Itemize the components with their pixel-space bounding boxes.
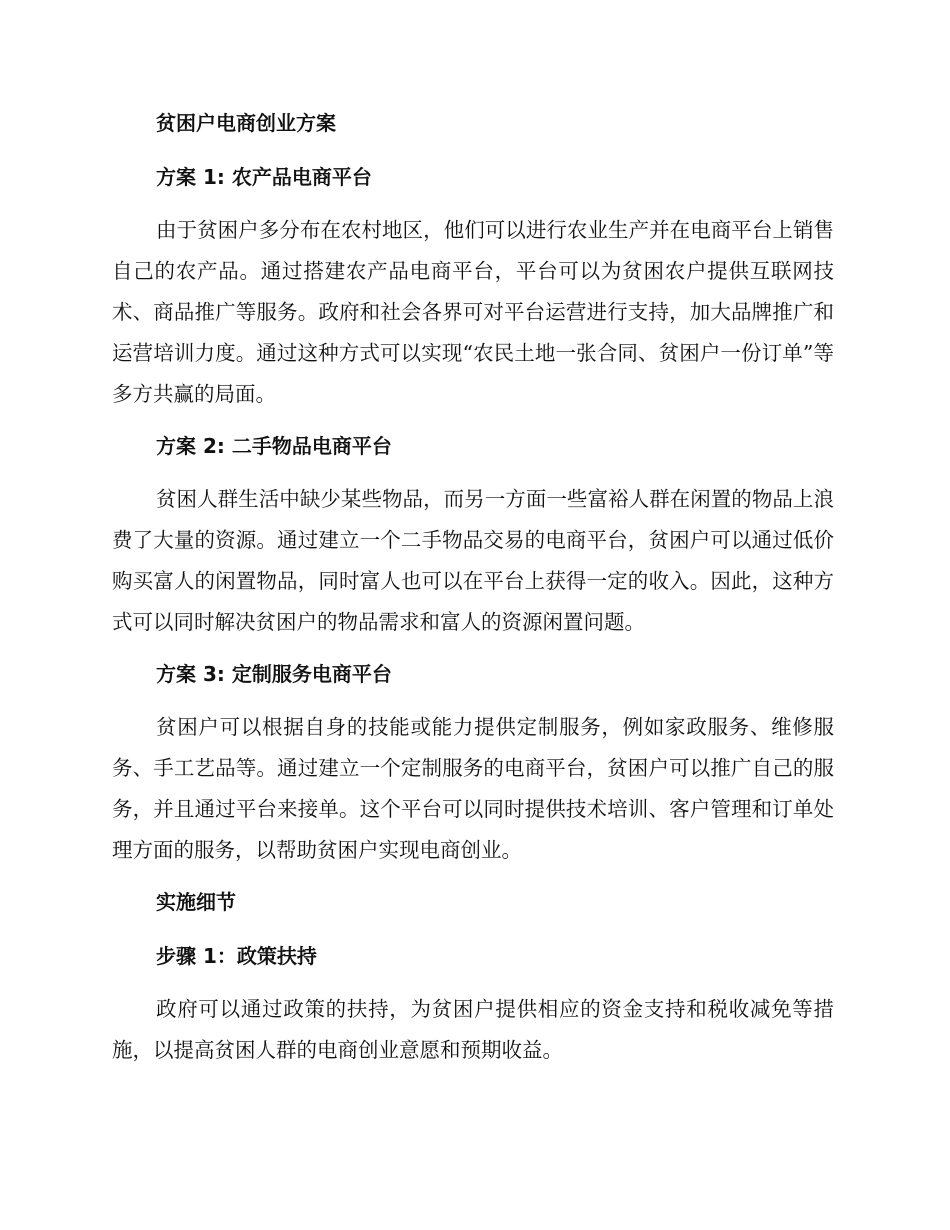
section-paragraph: 贫困户可以根据自身的技能或能力提供定制服务，例如家政服务、维修服务、手工艺品等。通过建立一个定制服务的电商平台，贫困户可以推广自己的服务，并且通过平台来接单。这个平台可以同时提供技术培训、客户管理和订单处理方面的服务，以帮助贫困户实现电商创业。 (112, 715, 834, 862)
step-paragraph: 政府可以通过政策的扶持，为贫困户提供相应的资金支持和税收减免等措施，以提高贫困人群的电商创业意愿和预期收益。 (112, 997, 834, 1062)
section-heading: 方案 1: 农产品电商平台 (156, 165, 372, 189)
section-paragraph: 由于贫困户多分布在农村地区，他们可以进行农业生产并在电商平台上销售自己的农产品。通过搭建农产品电商平台，平台可以为贫困农户提供互联网技术、商品推广等服务。政府和社会各界可对平台运营进行支持，加大品牌推广和运营培训力度。通过这种方式可以实现“农民土地一张合同、贫困户一份订单”等多方共赢的局面。 (112, 218, 834, 406)
document-body (112, 108, 834, 1087)
document-title: 贫困户电商创业方案 (156, 111, 336, 135)
section-heading: 方案 2: 二手物品电商平台 (156, 434, 392, 458)
section-heading: 方案 3: 定制服务电商平台 (156, 662, 392, 686)
step-heading: 步骤 1：政策扶持 (156, 944, 317, 968)
section-paragraph: 贫困人群生活中缺少某些物品，而另一方面一些富裕人群在闲置的物品上浪费了大量的资源。通过建立一个二手物品交易的电商平台，贫困户可以通过低价购买富人的闲置物品，同时富人也可以在平台上获得一定的收入。因此，这种方式可以同时解决贫困户的物品需求和富人的资源闲置问题。 (112, 487, 834, 634)
details-heading: 实施细节 (156, 890, 236, 914)
